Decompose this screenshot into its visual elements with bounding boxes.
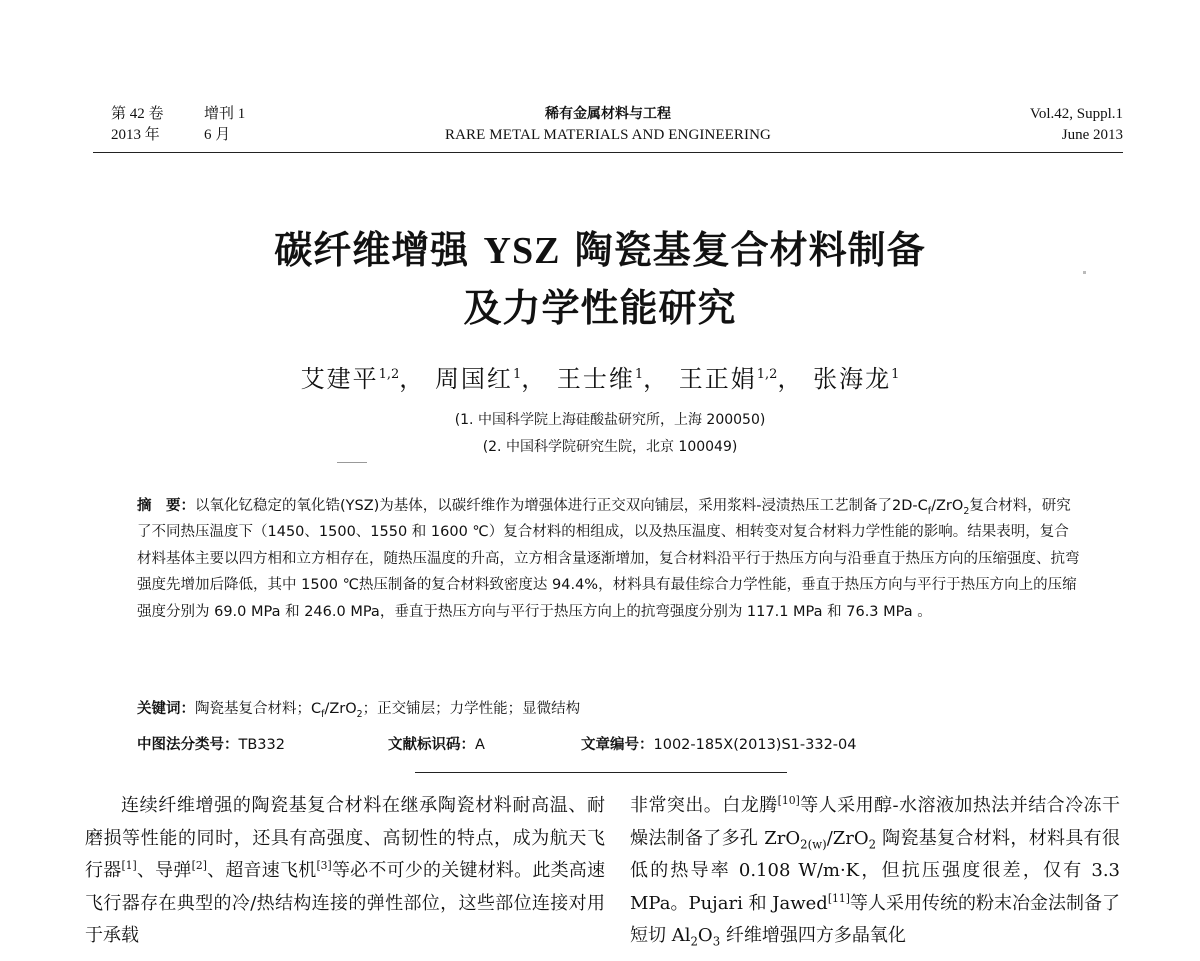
author-affiliation-mark: 1 [512,367,522,382]
author-name: 张海龙 [813,365,892,393]
header-supplement: 增刊 1 [204,106,246,122]
clc-code [137,733,285,754]
author-affiliation-mark: 1,2 [756,367,778,382]
body-paragraph [85,790,605,953]
keywords-text: ；正交铺层；力学性能；显微结构 [362,701,581,717]
art-value: 1002-185X(2013)S1-332-04 [653,737,857,753]
author-separator: ， [521,365,548,393]
article-number [581,733,856,754]
body-text: 连续纤维增强的陶瓷基复合材料在继承陶瓷材料耐高温、耐磨损等性能的同时，还具有高强度、高韧性的特点，成为航天飞行器 [85,795,605,882]
subscript: 2 [356,708,363,720]
subscript: 3 [712,934,721,949]
author-separator: ， [643,365,670,393]
affiliation-1: (1. 中国科学院上海硅酸盐研究所，上海 200050) [454,412,766,428]
subscript: 2 [690,934,698,949]
author-separator: ， [399,365,426,393]
clc-value: TB332 [238,737,285,753]
keywords-label: 关键词： [137,701,195,717]
header-year: 2013 年 [111,127,160,143]
title-line-1 [0,222,1200,280]
subscript: 2(w) [800,837,827,852]
body-text: 陶瓷基复合材料，材料具有很低的热导率 0.108 W/m·K，但抗压强度很差，仅有 3.3 MPa。Pujari 和 Jawed [630,827,1120,914]
author-affiliation-mark: 1 [891,367,900,382]
subscript: 2 [868,837,877,852]
journal-name-en: RARE METAL MATERIALS AND ENGINEERING [445,127,771,143]
header-journal [93,104,1123,146]
body-column-left [85,790,605,953]
author-list [0,359,1200,394]
body-paragraph [630,790,1120,953]
author-name: 周国红 [434,365,513,393]
abstract-text: 复合材料，研究了不同热压温度下（1450、1500、1550 和 1600 ℃）复合材料的相组成，以及热压温度、相转变对复合材料力学性能的影响。结果表明，复合材料基体主要以四方相和立方相存在，随热压温度的升高，立方相含量逐渐增加，复合材料沿平行于热压方向与沿垂直于热压方向的压缩强度、抗弯强度先增加后降低，其中 1500 ℃热压制备的复合材料致密度达 94.4%，材料具有最佳综合力学性能，垂直于热压方向与平行于热压方向上的压缩强度分别为 69.0 MPa 和 246.0 MPa，垂直于热压方向与平行于热压方向上的抗弯强度分别为 117.1 MPa 和 76.3 MPa 。 [137,498,1080,620]
author [435,365,521,393]
title-part-ysz: YSZ [483,230,561,272]
title-line-2: 及力学性能研究 [463,286,737,330]
citation-ref: [11] [827,891,850,905]
header-issue-en [1030,104,1123,146]
subscript: f [321,708,325,720]
author-affiliation-mark: 1,2 [378,367,400,382]
clc-label: 中图法分类号： [137,737,239,753]
author [557,365,643,393]
abstract-text: 以氧化钇稳定的氧化锆(YSZ)为基体，以碳纤维作为增强体进行正交双向铺层，采用浆料-浸渍热压工艺制备了2D-C [195,498,928,514]
body-text: 非常突出。白龙腾 [630,795,778,816]
body-text: 等人采用醇-水溶液加热法并结合冷冻干燥法制备了多孔 ZrO [630,795,1121,849]
header-date-en: June 2013 [1061,127,1123,143]
citation-ref: [10] [777,794,800,807]
abstract [137,493,1083,625]
art-label: 文章编号： [581,737,654,753]
body-text: O [697,925,713,947]
title-part-c: 陶瓷基复合材料制备 [560,228,926,272]
body-text: 等人采用传统的粉末冶金法制备了短切 Al [630,892,1120,947]
affiliation-2: (2. 中国科学院研究生院，北京 100049) [482,439,738,455]
journal-name-cn: 稀有金属材料与工程 [545,106,671,122]
body-column-right [630,790,1120,953]
paper-title [0,222,1200,337]
author-name: 艾建平 [300,365,379,393]
header-vol-en: Vol.42, Suppl.1 [1029,106,1123,122]
abstract-text: /ZrO [931,498,964,514]
author [301,365,400,393]
title-part-a: 碳纤维增强 [274,228,484,272]
author [813,365,899,393]
doc-label: 文献标识码： [388,737,475,753]
body-text: 、导弹 [136,860,192,882]
section-divider [415,772,787,773]
author [679,365,778,393]
decorative-rule [337,462,367,463]
subscript: f [927,505,932,517]
author-affiliation-mark: 1 [634,367,644,382]
body-text: 、超音速飞机 [206,860,317,882]
keywords-text: /ZrO [324,701,357,717]
doc-value: A [475,737,485,753]
author-name: 王士维 [556,365,635,393]
body-text: 纤维增强四方多晶氧化 [720,925,906,947]
header-month: 6 月 [204,127,231,143]
author-separator: ， [777,365,804,393]
header-volume: 第 42 卷 [111,106,164,122]
keywords [137,697,580,718]
citation-ref: [2] [191,859,207,873]
body-text: /ZrO [826,827,869,849]
running-header [93,104,1123,153]
keywords-text: 陶瓷基复合材料；C [195,701,322,717]
body-text: 等必不可少的关键材料。此类高速飞行器存在典型的冷/热结构连接的弹性部位，这些部位连接对用于承载 [85,860,606,947]
author-name: 王正娟 [678,365,757,393]
abstract-label: 摘 要： [137,498,195,514]
subscript: 2 [963,505,970,517]
document-code [388,733,485,754]
citation-ref: [3] [316,859,332,873]
citation-ref: [1] [121,859,137,873]
